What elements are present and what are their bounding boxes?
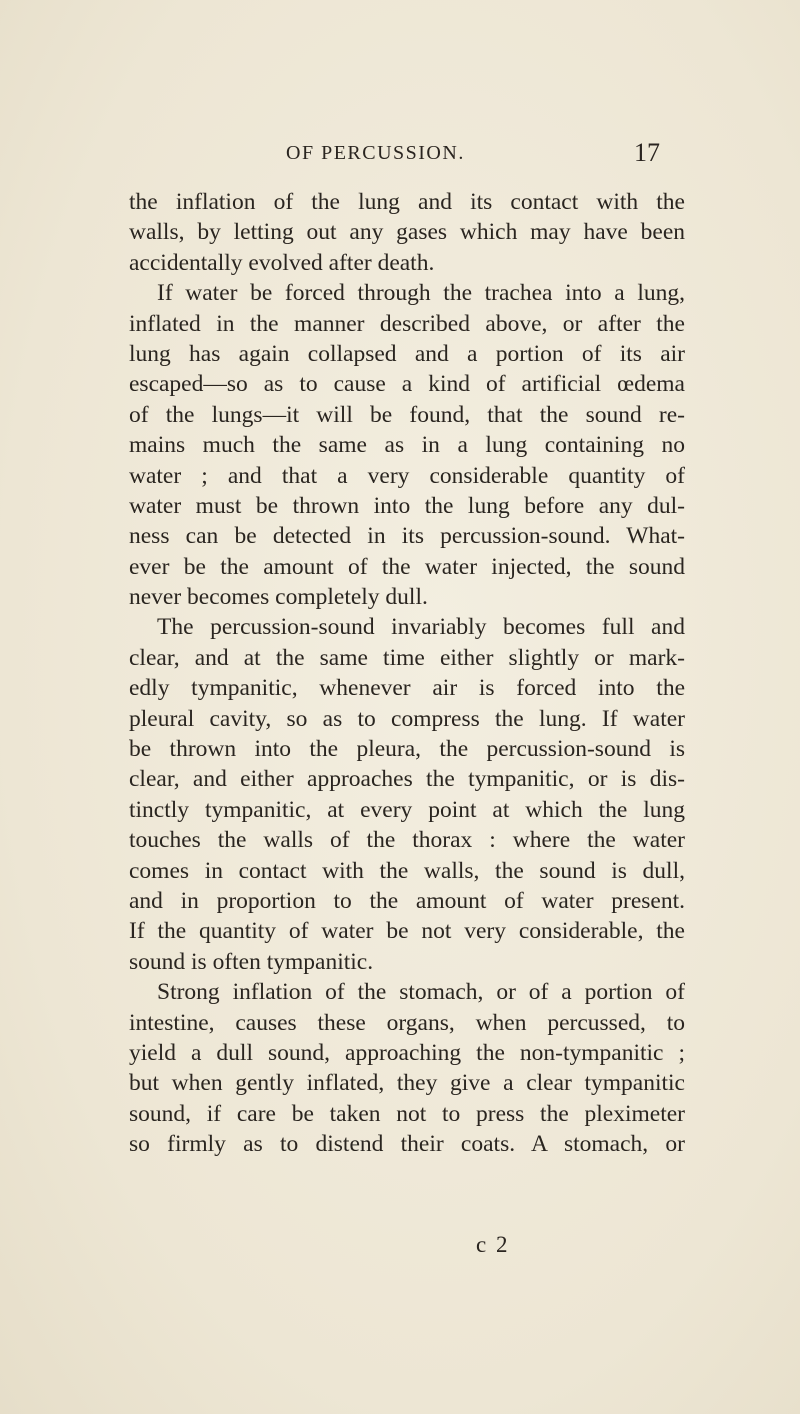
text-line: accidentally evolved after death. — [129, 249, 435, 276]
text-line: If water be forced through the trachea into a lung, — [157, 280, 685, 307]
text-line: of the lungs—it will be found, that the sound re- — [129, 401, 685, 428]
text-line: the inflation of the lung and its contact with the — [129, 189, 685, 215]
signature-mark: c 2 — [476, 1232, 510, 1257]
text-line: yield a dull sound, approaching the non-tympanitic ; — [129, 1039, 685, 1066]
text-line: so firmly as to distend their coats. A stomach, or — [129, 1131, 685, 1158]
text-line: pleural cavity, so as to compress the lung. If water — [129, 705, 685, 732]
text-line: comes in contact with the walls, the sound is dull, — [129, 857, 685, 884]
text-line: ness can be detected in its percussion-sound. What- — [129, 523, 685, 550]
text-line: and in proportion to the amount of water present. — [129, 887, 685, 914]
text-line: The percussion-sound invariably becomes full and — [157, 614, 685, 641]
text-line: walls, by letting out any gases which may have been — [129, 219, 685, 246]
text-line: sound is often tympanitic. — [129, 948, 374, 975]
running-title: OF PERCUSSION. — [286, 142, 465, 164]
text-line: but when gently inflated, they give a clear tympanitic — [129, 1070, 685, 1097]
text-line: lung has again collapsed and a portion of its air — [129, 340, 685, 367]
text-line: clear, and at the same time either slightly or mark- — [129, 644, 685, 671]
text-line: touches the walls of the thorax : where the water — [129, 827, 685, 854]
text-line: clear, and either approaches the tympanitic, or is dis- — [129, 766, 685, 793]
text-line: be thrown into the pleura, the percussion-sound is — [129, 736, 685, 763]
text-line: water ; and that a very considerable quantity of — [129, 462, 685, 489]
text-line: intestine, causes these organs, when percussed, to — [129, 1009, 685, 1036]
text-line: never becomes completely dull. — [129, 584, 428, 611]
body-text — [129, 187, 685, 1160]
text-line: escaped—so as to cause a kind of artificial œdema — [129, 371, 685, 398]
page-number: 17 — [634, 138, 660, 167]
text-line: tinctly tympanitic, at every point at which the lung — [129, 796, 685, 823]
text-line: inflated in the manner described above, or after the — [129, 310, 685, 337]
running-head — [200, 138, 660, 178]
text-line: water must be thrown into the lung before any dul- — [129, 492, 685, 519]
text-line: Strong inflation of the stomach, or of a portion of — [157, 979, 685, 1006]
text-line: sound, if care be taken not to press the pleximeter — [129, 1100, 685, 1127]
text-line: mains much the same as in a lung containing no — [129, 432, 685, 459]
text-line: ever be the amount of the water injected, the sound — [129, 553, 685, 580]
text-line: If the quantity of water be not very considerable, the — [129, 918, 685, 945]
text-line: edly tympanitic, whenever air is forced into the — [129, 675, 685, 702]
